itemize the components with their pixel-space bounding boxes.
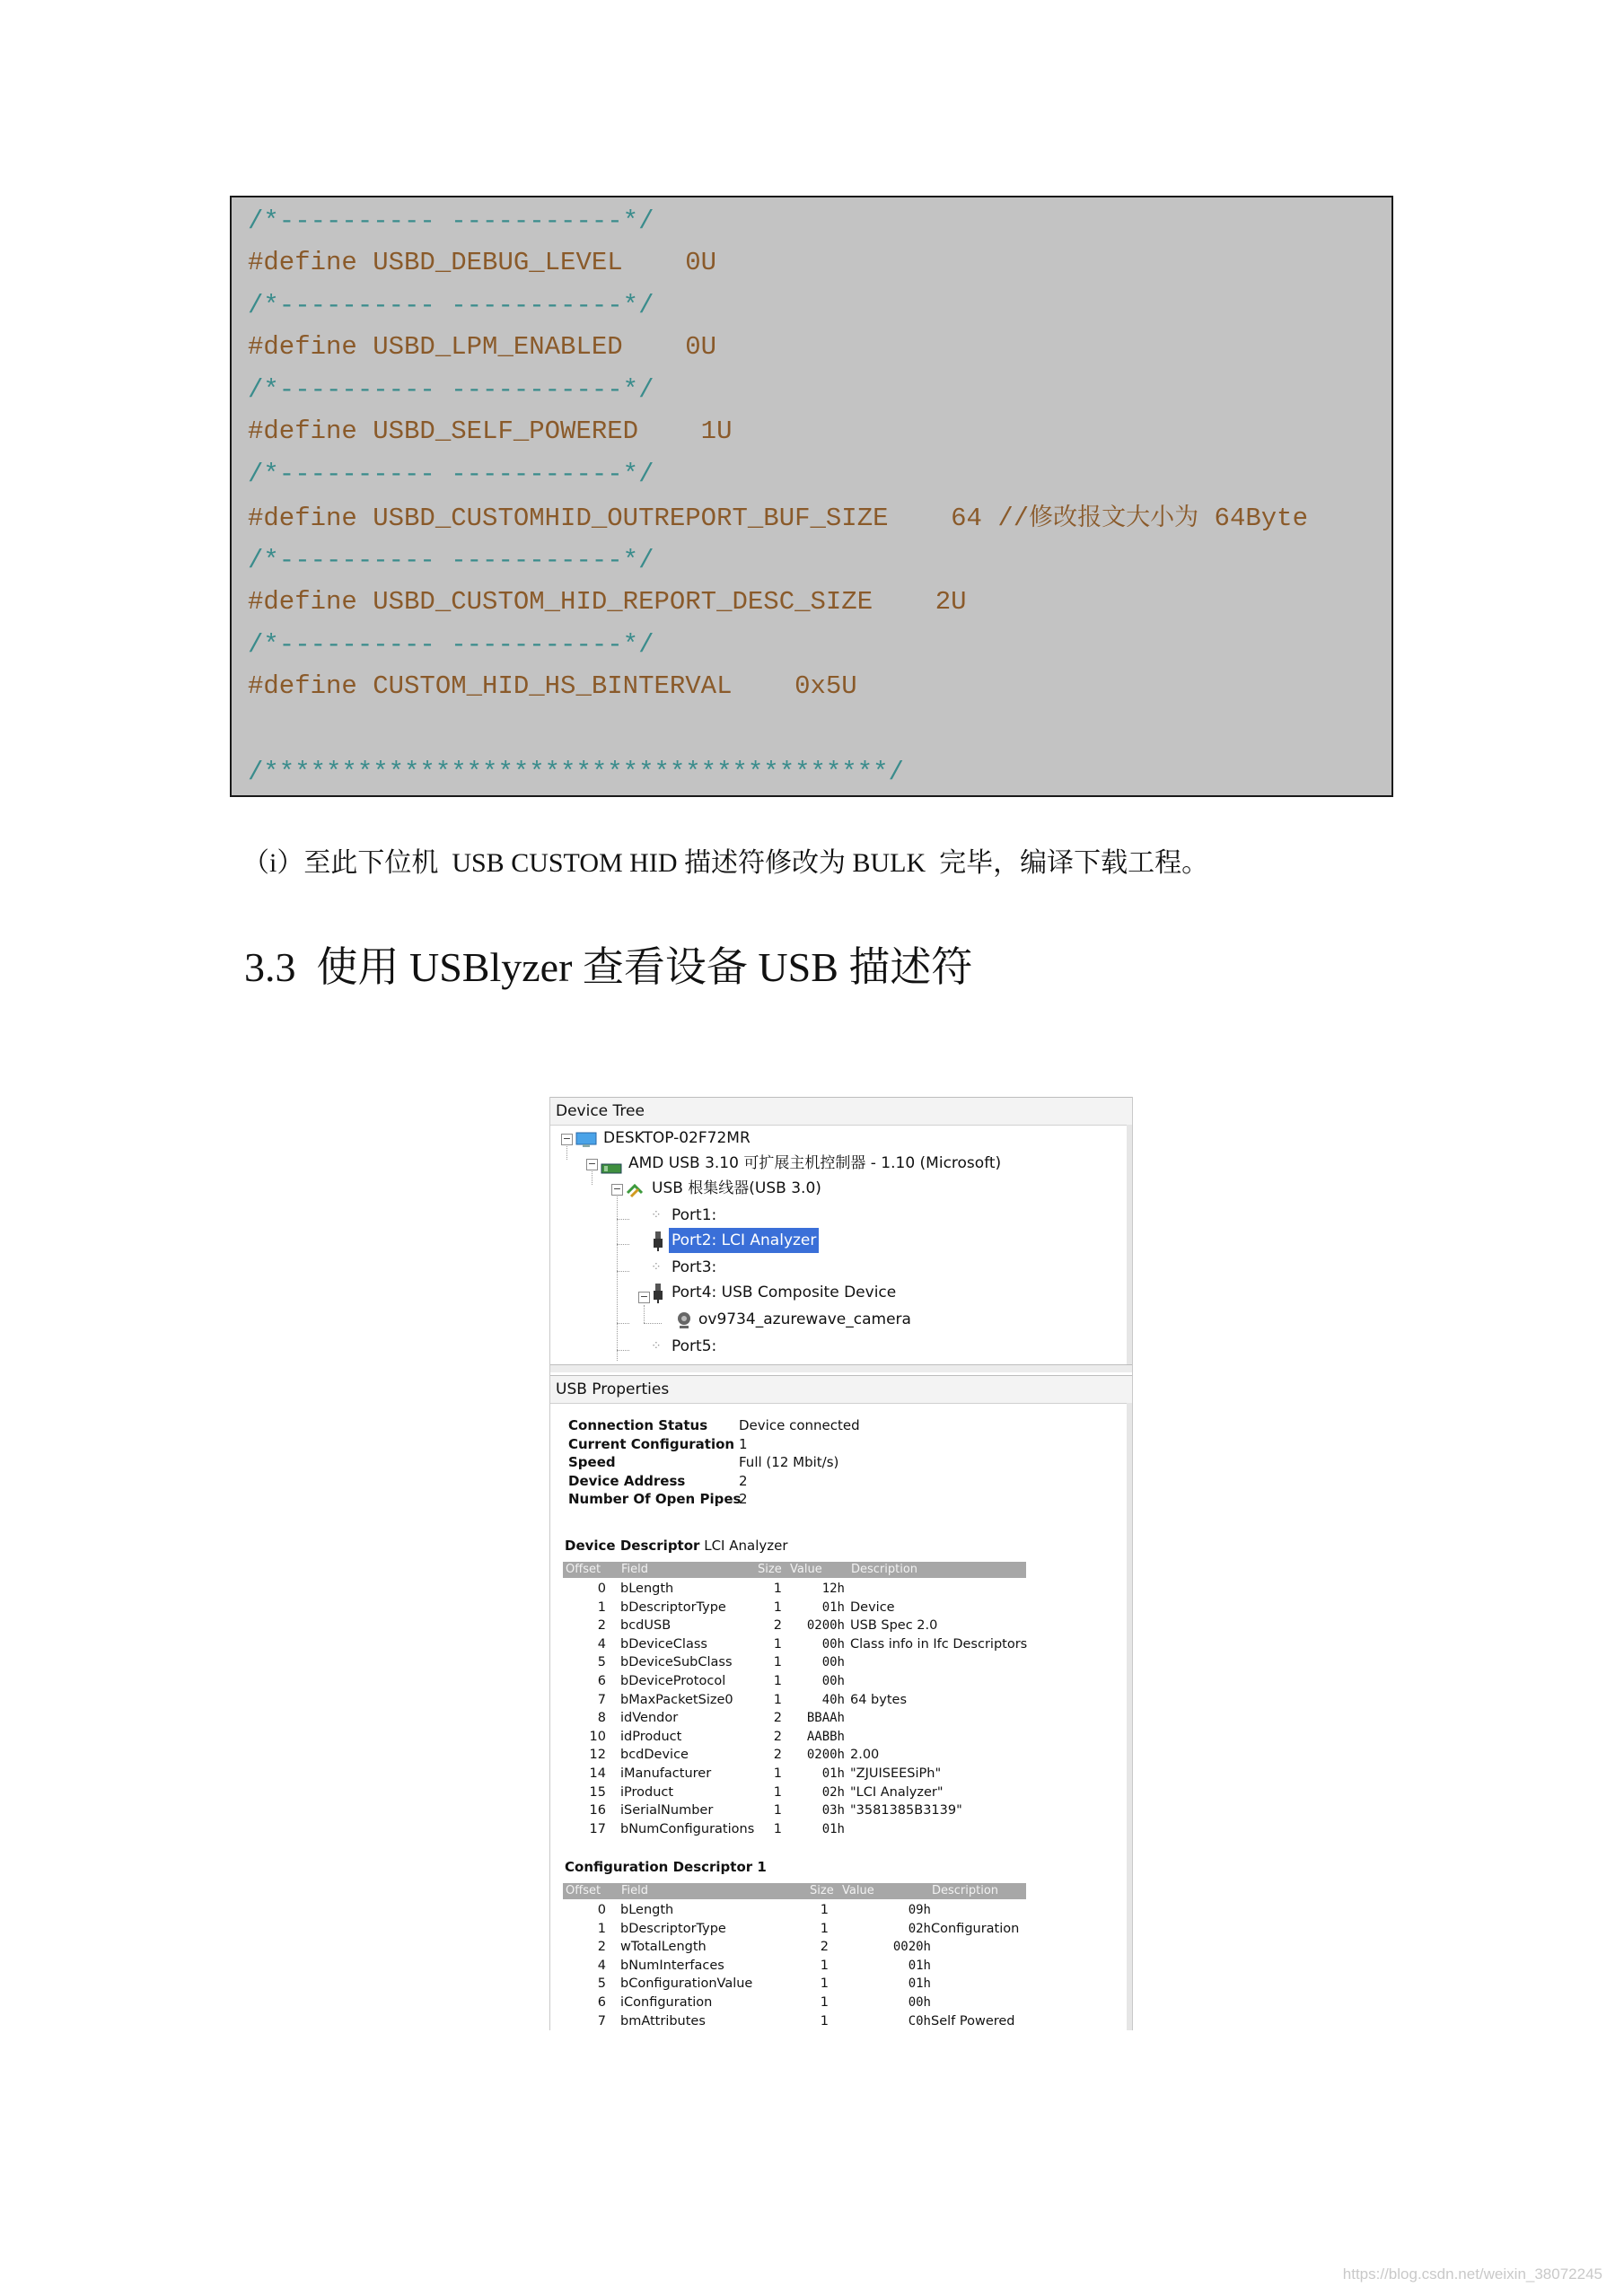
cell-field: idVendor — [620, 1711, 679, 1726]
config-descriptor-title: Configuration Descriptor 1 — [565, 1859, 767, 1875]
tree-node-port5[interactable]: ⁘ Port5: — [651, 1337, 717, 1355]
cell-field: bmAttributes — [620, 2013, 706, 2029]
column-header[interactable]: Field — [621, 1563, 649, 1576]
cell-size: 1 — [773, 1599, 782, 1615]
property-value: 2 — [739, 1472, 748, 1489]
property-value: Device connected — [739, 1417, 860, 1433]
usb-plug-icon — [653, 1284, 663, 1311]
cell-field: bDescriptorType — [620, 1599, 726, 1615]
cell-size: 1 — [820, 1958, 829, 1973]
cell-field: bNumConfigurations — [620, 1821, 755, 1836]
property-key: Current Configuration — [568, 1435, 735, 1452]
table-header — [563, 1562, 1026, 1578]
code-block — [230, 196, 1393, 797]
cell-desc: Configuration — [931, 1921, 1020, 1936]
collapse-toggle-hub[interactable]: − — [612, 1183, 622, 1195]
table-row[interactable] — [550, 1801, 1132, 1820]
cell-value: 01h — [821, 1821, 845, 1836]
table-row[interactable] — [550, 1653, 1132, 1672]
cell-value: 0200h — [806, 1748, 845, 1763]
cell-size: 1 — [820, 1921, 829, 1936]
code-comment-line: /*---------- -----------*/ — [248, 206, 654, 236]
cell-value: 0020h — [892, 1940, 931, 1955]
cell-field: bConfigurationValue — [620, 1976, 753, 1992]
collapse-toggle-controller[interactable]: − — [587, 1158, 597, 1170]
property-key: Device Address — [568, 1472, 686, 1489]
cell-offset: 1 — [597, 1921, 606, 1936]
cell-offset: 6 — [597, 1674, 606, 1688]
cell-desc: Class info in Ifc Descriptors — [850, 1636, 1028, 1652]
code-comment-line: /*---------- -----------*/ — [248, 630, 654, 660]
column-header[interactable]: Value — [790, 1563, 822, 1576]
cell-size: 1 — [773, 1821, 782, 1836]
table-row[interactable] — [550, 1635, 1132, 1654]
cell-offset: 0 — [597, 1582, 606, 1596]
cell-size: 2 — [773, 1748, 782, 1763]
tree-node-port2[interactable]: Port2: LCI Analyzer — [651, 1228, 819, 1253]
empty-port-icon: ⁘ — [651, 1260, 662, 1275]
watermark: https://blog.csdn.net/weixin_38072245 — [1342, 2265, 1602, 2283]
cell-offset: 2 — [597, 1940, 606, 1955]
cell-offset: 8 — [597, 1711, 606, 1726]
cell-field: bMaxPacketSize0 — [620, 1692, 733, 1707]
code-define-line: #define USBD_LPM_ENABLED 0U — [248, 332, 717, 362]
cell-offset: 12 — [589, 1748, 606, 1763]
cell-value: 01h — [908, 1976, 931, 1992]
cell-field: bDeviceClass — [620, 1636, 707, 1652]
cell-value: AABBh — [806, 1729, 845, 1744]
cell-desc: "ZJUISEESiPh" — [850, 1766, 942, 1781]
cell-size: 1 — [773, 1636, 782, 1652]
tree-node-root-hub[interactable]: USB 根集线器(USB 3.0) — [626, 1176, 824, 1201]
table-row[interactable] — [550, 2012, 1132, 2030]
cell-offset: 14 — [589, 1766, 606, 1781]
table-row[interactable] — [550, 1728, 1132, 1747]
cell-size: 1 — [773, 1766, 782, 1781]
cell-field: iSerialNumber — [620, 1803, 714, 1818]
property-value: 2 — [739, 1491, 748, 1507]
table-row[interactable] — [550, 1765, 1132, 1783]
column-header[interactable]: Offset — [566, 1884, 601, 1897]
cell-size: 1 — [820, 2013, 829, 2029]
table-row[interactable] — [550, 1691, 1132, 1710]
cell-offset: 16 — [589, 1803, 606, 1818]
section-heading: 3.3 使用 USBlyzer 查看设备 USB 描述符 — [244, 944, 973, 990]
property-key: Speed — [568, 1454, 616, 1470]
cell-size: 1 — [820, 1995, 829, 2010]
collapse-toggle-port4[interactable]: − — [639, 1291, 649, 1302]
cell-value: 00h — [821, 1674, 845, 1688]
cell-size: 2 — [773, 1729, 782, 1744]
column-header[interactable]: Description — [851, 1563, 918, 1576]
cell-offset: 4 — [597, 1636, 606, 1652]
code-define-line: #define USBD_CUSTOMHID_OUTREPORT_BUF_SIZE 64 //修改报文大小为 64Byte — [248, 504, 1308, 533]
cell-desc: Self Powered — [931, 2013, 1015, 2029]
cell-value: BBAAh — [806, 1711, 845, 1726]
cell-field: bLength — [620, 1903, 674, 1917]
cell-size: 1 — [773, 1674, 782, 1688]
cell-value: 09h — [908, 1903, 931, 1917]
table-row[interactable] — [550, 1580, 1132, 1599]
cell-field: iProduct — [620, 1784, 674, 1800]
cell-desc: "3581385B3139" — [850, 1803, 962, 1818]
cell-offset: 5 — [597, 1976, 606, 1992]
cell-field: iConfiguration — [620, 1995, 713, 2010]
table-row[interactable] — [550, 1820, 1132, 1839]
cell-size: 1 — [820, 1976, 829, 1992]
cell-field: bNumInterfaces — [620, 1958, 724, 1973]
caption-text: （i）至此下位机 USB CUSTOM HID 描述符修改为 BULK 完毕，编译下载工程。 — [242, 848, 1209, 878]
column-header[interactable]: Description — [932, 1884, 999, 1897]
tree-node-desktop[interactable]: DESKTOP-02F72MR — [575, 1126, 753, 1151]
code-define-line: #define USBD_CUSTOM_HID_REPORT_DESC_SIZE 2U — [248, 587, 967, 617]
column-header[interactable]: Size — [758, 1563, 782, 1576]
cell-field: bDeviceSubClass — [620, 1655, 733, 1670]
table-row[interactable] — [550, 1994, 1132, 2012]
code-define-line: #define CUSTOM_HID_HS_BINTERVAL 0x5U — [248, 671, 857, 701]
property-key: Connection Status — [568, 1417, 708, 1433]
cell-size: 1 — [820, 1903, 829, 1917]
cell-offset: 2 — [597, 1618, 606, 1634]
empty-port-icon: ⁘ — [651, 1208, 662, 1222]
cell-offset: 4 — [597, 1958, 606, 1973]
cell-field: bLength — [620, 1582, 674, 1596]
code-define-line: #define USBD_DEBUG_LEVEL 0U — [248, 248, 717, 277]
column-header[interactable]: Offset — [566, 1563, 601, 1576]
tree-node-camera[interactable]: ov9734_azurewave_camera — [676, 1307, 914, 1332]
usblyzer-screenshot — [549, 1097, 1133, 2030]
controller-icon — [601, 1158, 622, 1183]
cell-size: 2 — [820, 1940, 829, 1955]
code-comment-line: /****************************************/ — [248, 758, 904, 787]
cell-value: 00h — [821, 1636, 845, 1652]
computer-icon — [575, 1131, 597, 1156]
tree-node-usb-controller[interactable]: AMD USB 3.10 可扩展主机控制器 - 1.10 (Microsoft) — [601, 1151, 1004, 1176]
cell-size: 1 — [773, 1655, 782, 1670]
device-tree-scrollbar[interactable] — [1127, 1125, 1132, 1364]
usb-properties-header: USB Properties — [550, 1375, 1132, 1404]
cell-offset: 7 — [597, 2013, 606, 2029]
cell-size: 1 — [773, 1784, 782, 1800]
cell-value: C0h — [908, 2013, 931, 2029]
tree-node-port3[interactable]: ⁘ Port3: — [651, 1258, 717, 1276]
collapse-toggle-desktop[interactable]: − — [562, 1133, 572, 1144]
column-header[interactable]: Value — [842, 1884, 874, 1897]
cell-field: iManufacturer — [620, 1766, 712, 1781]
cell-size: 1 — [773, 1692, 782, 1707]
cell-value: 00h — [821, 1655, 845, 1670]
cell-value: 03h — [821, 1803, 845, 1818]
cell-value: 00h — [908, 1995, 931, 2010]
cell-field: wTotalLength — [620, 1940, 707, 1955]
table-row[interactable] — [550, 1938, 1132, 1957]
cell-offset: 1 — [597, 1599, 606, 1615]
cell-desc: Device — [850, 1599, 895, 1615]
cell-value: 01h — [821, 1599, 845, 1615]
cell-size: 2 — [773, 1618, 782, 1634]
device-tree-header: Device Tree — [550, 1097, 1132, 1126]
cell-desc: 2.00 — [850, 1748, 880, 1763]
table-row[interactable] — [550, 1599, 1132, 1617]
tree-node-port4[interactable]: Port4: USB Composite Device — [651, 1280, 899, 1305]
property-key: Number Of Open Pipes — [568, 1491, 742, 1507]
cell-field: bDeviceProtocol — [620, 1674, 726, 1688]
code-comment-line: /*---------- -----------*/ — [248, 291, 654, 320]
cell-value: 12h — [821, 1582, 845, 1596]
cell-desc: 64 bytes — [850, 1692, 908, 1707]
table-row[interactable] — [550, 1672, 1132, 1691]
cell-offset: 6 — [597, 1995, 606, 2010]
table-row[interactable] — [550, 1957, 1132, 1976]
cell-offset: 0 — [597, 1903, 606, 1917]
cell-offset: 15 — [589, 1784, 606, 1800]
cell-size: 2 — [773, 1711, 782, 1726]
cell-offset: 7 — [597, 1692, 606, 1707]
cell-field: idProduct — [620, 1729, 682, 1744]
column-header[interactable]: Size — [810, 1884, 834, 1897]
table-header — [563, 1883, 1026, 1899]
table-row[interactable] — [550, 1901, 1132, 1920]
column-header[interactable]: Field — [621, 1884, 649, 1897]
code-comment-line: /*---------- -----------*/ — [248, 546, 654, 575]
property-value: Full (12 Mbit/s) — [739, 1454, 839, 1470]
pane-splitter[interactable] — [550, 1364, 1132, 1372]
cell-offset: 5 — [597, 1655, 606, 1670]
cell-offset: 17 — [589, 1821, 606, 1836]
cell-value: 40h — [821, 1692, 845, 1707]
table-row[interactable] — [550, 1709, 1132, 1728]
cell-field: bDescriptorType — [620, 1921, 726, 1936]
cell-desc: "LCI Analyzer" — [850, 1784, 944, 1800]
table-row[interactable] — [550, 1617, 1132, 1635]
empty-port-icon: ⁘ — [651, 1339, 662, 1354]
cell-field: bcdUSB — [620, 1618, 672, 1634]
cell-value: 01h — [821, 1766, 845, 1781]
code-comment-line: /*---------- -----------*/ — [248, 375, 654, 405]
cell-offset: 10 — [589, 1729, 606, 1744]
code-comment-line: /*---------- -----------*/ — [248, 460, 654, 489]
code-define-line: #define USBD_SELF_POWERED 1U — [248, 416, 733, 446]
table-row[interactable] — [550, 1975, 1132, 1994]
table-row[interactable] — [550, 1920, 1132, 1939]
cell-size: 1 — [773, 1582, 782, 1596]
cell-desc: USB Spec 2.0 — [850, 1618, 938, 1634]
device-descriptor-title: Device Descriptor LCI Analyzer — [565, 1538, 788, 1554]
property-value: 1 — [739, 1435, 748, 1452]
cell-value: 01h — [908, 1958, 931, 1973]
cell-value: 02h — [908, 1921, 931, 1936]
tree-node-port1[interactable]: ⁘ Port1: — [651, 1206, 717, 1224]
cell-field: bcdDevice — [620, 1748, 689, 1763]
table-row[interactable] — [550, 1783, 1132, 1802]
cell-size: 1 — [773, 1803, 782, 1818]
hub-icon — [626, 1181, 645, 1206]
table-row[interactable] — [550, 1746, 1132, 1765]
cell-value: 02h — [821, 1784, 845, 1800]
cell-value: 0200h — [806, 1618, 845, 1634]
